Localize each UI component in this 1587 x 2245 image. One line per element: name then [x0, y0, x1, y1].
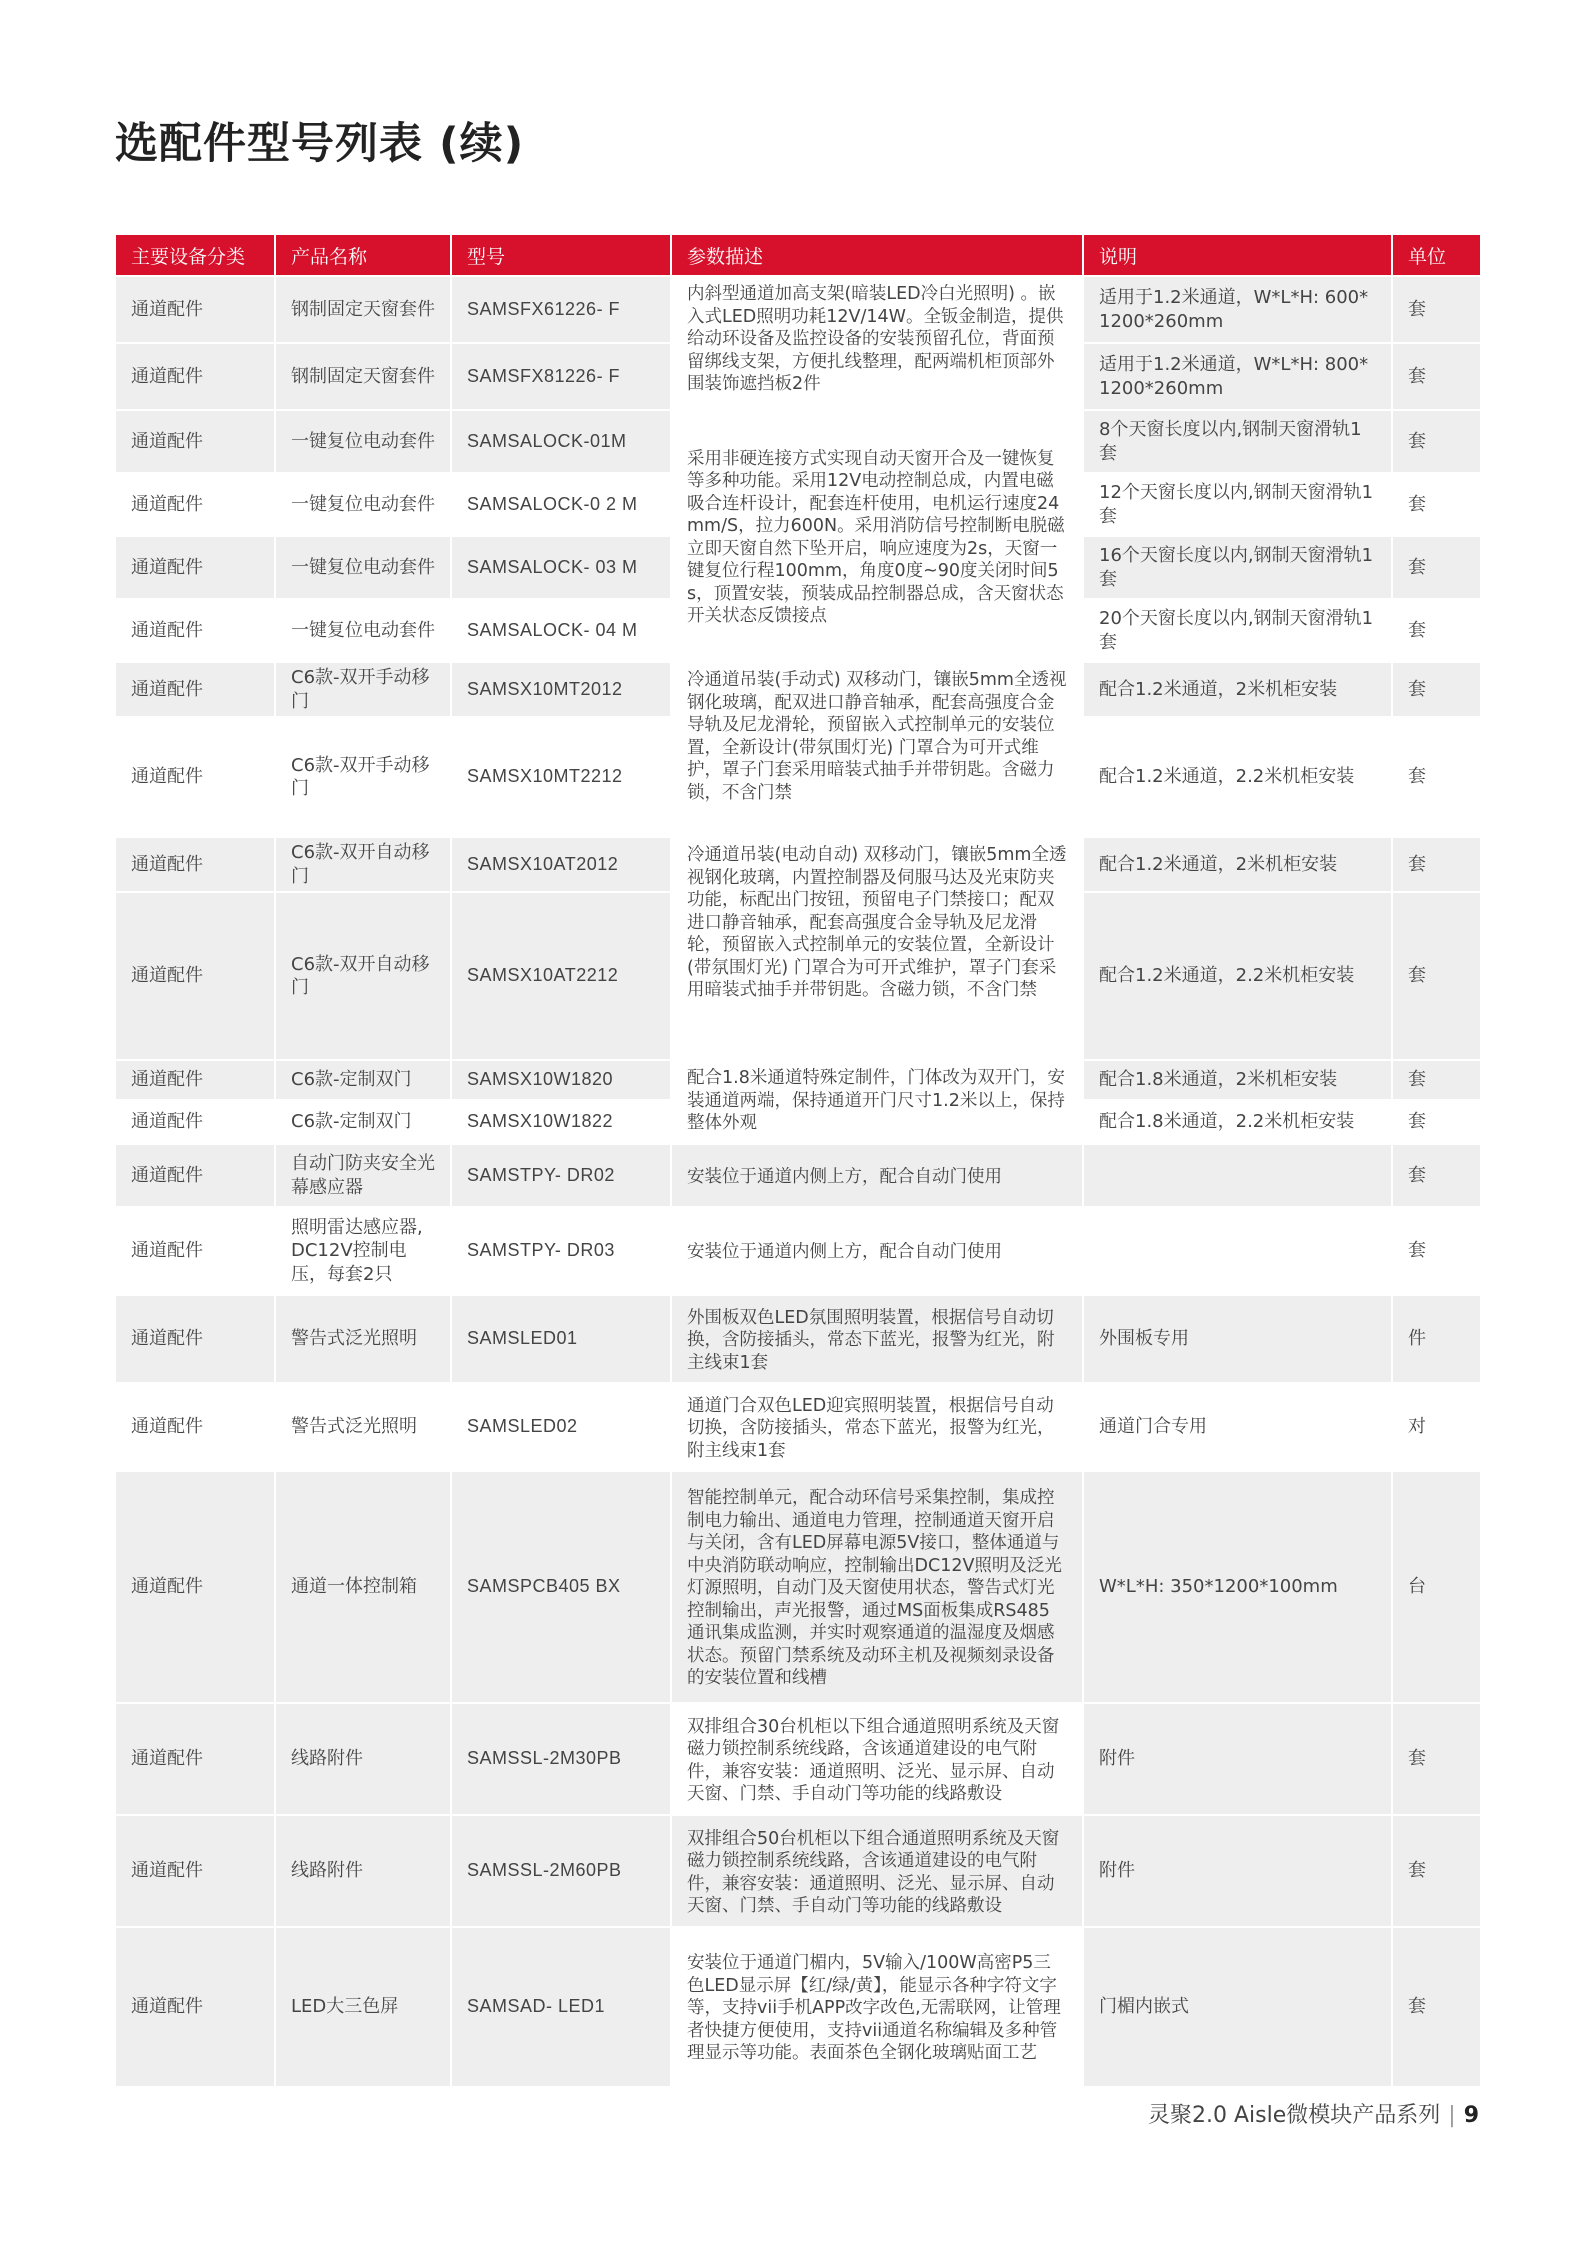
cell-model: SAMSSL-2M60PB — [451, 1815, 671, 1927]
cell-name: 一键复位电动套件 — [275, 536, 451, 599]
table-row — [115, 1703, 1481, 1815]
cell-model: SAMSX10MT2212 — [451, 717, 671, 837]
table-row — [115, 1927, 1481, 2087]
cell-unit: 套 — [1392, 473, 1481, 536]
cell-note: 20个天窗长度以内,钢制天窗滑轨1套 — [1083, 599, 1392, 662]
cell-name: 警告式泛光照明 — [275, 1383, 451, 1471]
cell-category: 通道配件 — [115, 473, 275, 536]
cell-model: SAMSALOCK- 04 M — [451, 599, 671, 662]
cell-category: 通道配件 — [115, 1144, 275, 1207]
cell-note: 16个天窗长度以内,钢制天窗滑轨1套 — [1083, 536, 1392, 599]
cell-note: 外围板专用 — [1083, 1295, 1392, 1383]
cell-name: 警告式泛光照明 — [275, 1295, 451, 1383]
cell-category: 通道配件 — [115, 1703, 275, 1815]
cell-name: 线路附件 — [275, 1815, 451, 1927]
cell-category: 通道配件 — [115, 1100, 275, 1144]
cell-name: 照明雷达感应器,DC12V控制电压，每套2只 — [275, 1207, 451, 1295]
cell-note: 适用于1.2米通道，W*L*H: 800*1200*260mm — [1083, 343, 1392, 410]
cell-model: SAMSALOCK- 03 M — [451, 536, 671, 599]
cell-unit: 套 — [1392, 662, 1481, 717]
cell-name: 一键复位电动套件 — [275, 473, 451, 536]
table-row — [115, 1471, 1481, 1703]
cell-model: SAMSTPY- DR02 — [451, 1144, 671, 1207]
cell-unit: 套 — [1392, 599, 1481, 662]
cell-desc: 冷通道吊装(手动式) 双移动门，镶嵌5mm全透视钢化玻璃，配双进口静音轴承，配套高强度合金导轨及尼龙滑轮，预留嵌入式控制单元的安装位置，全新设计(带氛围灯光) 门罩合为可开式维护，罩子门套采用暗装式抽手并带钥匙。含磁力锁，不含门禁 — [671, 662, 1083, 837]
cell-unit: 套 — [1392, 1144, 1481, 1207]
table-row — [115, 1207, 1481, 1295]
cell-desc: 安装位于通道内侧上方，配合自动门使用 — [671, 1207, 1083, 1295]
cell-model: SAMSAD- LED1 — [451, 1927, 671, 2087]
cell-category: 通道配件 — [115, 892, 275, 1060]
header-model: 型号 — [451, 234, 671, 276]
table-row — [115, 276, 1481, 343]
cell-name: C6款-定制双门 — [275, 1100, 451, 1144]
cell-desc: 双排组合30台机柜以下组合通道照明系统及天窗磁力锁控制系统线路，含该通道建设的电气附件，兼容安装：通道照明、泛光、显示屏、自动天窗、门禁、手自动门等功能的线路敷设 — [671, 1703, 1083, 1815]
cell-model: SAMSLED02 — [451, 1383, 671, 1471]
table-row — [115, 410, 1481, 473]
cell-name: C6款-双开自动移门 — [275, 892, 451, 1060]
cell-note: 附件 — [1083, 1703, 1392, 1815]
cell-model: SAMSPCB405 BX — [451, 1471, 671, 1703]
cell-name: C6款-双开手动移门 — [275, 662, 451, 717]
cell-category: 通道配件 — [115, 662, 275, 717]
page-footer — [1148, 2098, 1479, 2129]
cell-model: SAMSX10MT2012 — [451, 662, 671, 717]
cell-unit: 套 — [1392, 1060, 1481, 1100]
cell-model: SAMSX10W1820 — [451, 1060, 671, 1100]
cell-unit: 套 — [1392, 1100, 1481, 1144]
cell-desc: 通道门合双色LED迎宾照明装置，根据信号自动切换，含防接插头，常态下蓝光，报警为红光，附主线束1套 — [671, 1383, 1083, 1471]
cell-note: 门楣内嵌式 — [1083, 1927, 1392, 2087]
cell-name: C6款-定制双门 — [275, 1060, 451, 1100]
cell-name: C6款-双开自动移门 — [275, 837, 451, 892]
spec-table — [114, 233, 1482, 2088]
cell-model: SAMSX10AT2212 — [451, 892, 671, 1060]
cell-name: 线路附件 — [275, 1703, 451, 1815]
cell-name: LED大三色屏 — [275, 1927, 451, 2087]
cell-model: SAMSTPY- DR03 — [451, 1207, 671, 1295]
cell-note: 12个天窗长度以内,钢制天窗滑轨1套 — [1083, 473, 1392, 536]
cell-category: 通道配件 — [115, 1815, 275, 1927]
page-title: 选配件型号列表 (续) — [115, 119, 525, 169]
cell-category: 通道配件 — [115, 599, 275, 662]
cell-category: 通道配件 — [115, 1383, 275, 1471]
cell-name: 钢制固定天窗套件 — [275, 343, 451, 410]
header-desc: 参数描述 — [671, 234, 1083, 276]
cell-unit: 套 — [1392, 717, 1481, 837]
cell-unit: 对 — [1392, 1383, 1481, 1471]
cell-unit: 件 — [1392, 1295, 1481, 1383]
cell-name: 一键复位电动套件 — [275, 599, 451, 662]
cell-desc: 内斜型通道加高支架(暗装LED冷白光照明) 。嵌入式LED照明功耗12V/14W。全钣金制造，提供给动环设备及监控设备的安装预留孔位，背面预留绑线支架，方便扎线整理，配两端机柜顶部外围装饰遮挡板2件 — [671, 276, 1083, 410]
cell-desc: 双排组合50台机柜以下组合通道照明系统及天窗磁力锁控制系统线路，含该通道建设的电气附件，兼容安装：通道照明、泛光、显示屏、自动天窗、门禁、手自动门等功能的线路敷设 — [671, 1815, 1083, 1927]
table-row — [115, 1815, 1481, 1927]
table-header-row — [115, 234, 1481, 276]
cell-unit: 套 — [1392, 837, 1481, 892]
cell-note: 适用于1.2米通道，W*L*H: 600*1200*260mm — [1083, 276, 1392, 343]
cell-model: SAMSFX81226- F — [451, 343, 671, 410]
cell-name: 通道一体控制箱 — [275, 1471, 451, 1703]
table-row — [115, 1144, 1481, 1207]
footer-separator: | — [1448, 2103, 1456, 2128]
cell-name: 一键复位电动套件 — [275, 410, 451, 473]
cell-name: 自动门防夹安全光幕感应器 — [275, 1144, 451, 1207]
cell-unit: 套 — [1392, 536, 1481, 599]
table-row — [115, 1060, 1481, 1100]
cell-model: SAMSALOCK-0 2 M — [451, 473, 671, 536]
header-name: 产品名称 — [275, 234, 451, 276]
cell-note: 附件 — [1083, 1815, 1392, 1927]
cell-category: 通道配件 — [115, 410, 275, 473]
cell-note: 通道门合专用 — [1083, 1383, 1392, 1471]
table-row — [115, 1295, 1481, 1383]
table-row — [115, 837, 1481, 892]
cell-unit: 套 — [1392, 343, 1481, 410]
table-row — [115, 1383, 1481, 1471]
cell-unit: 套 — [1392, 276, 1481, 343]
header-category: 主要设备分类 — [115, 234, 275, 276]
cell-note: 配合1.8米通道，2.2米机柜安装 — [1083, 1100, 1392, 1144]
cell-desc: 外围板双色LED氛围照明装置，根据信号自动切换，含防接插头，常态下蓝光，报警为红光，附主线束1套 — [671, 1295, 1083, 1383]
cell-unit: 套 — [1392, 1703, 1481, 1815]
header-unit: 单位 — [1392, 234, 1481, 276]
cell-category: 通道配件 — [115, 276, 275, 343]
cell-category: 通道配件 — [115, 1471, 275, 1703]
cell-desc: 安装位于通道门楣内，5V输入/100W高密P5三色LED显示屏【红/绿/黄】，能显示各种字符文字等，支持vii手机APP改字改色,无需联网，让管理者快捷方便使用，支持vii通道名称编辑及多种管理显示等功能。表面茶色全钢化玻璃贴面工艺 — [671, 1927, 1083, 2087]
cell-unit: 台 — [1392, 1471, 1481, 1703]
cell-model: SAMSALOCK-01M — [451, 410, 671, 473]
cell-unit: 套 — [1392, 1207, 1481, 1295]
footer-series: 灵聚2.0 Aisle微模块产品系列 — [1148, 2103, 1441, 2128]
cell-note: 配合1.2米通道，2米机柜安装 — [1083, 837, 1392, 892]
cell-category: 通道配件 — [115, 1295, 275, 1383]
page-number: 9 — [1463, 2103, 1479, 2128]
cell-note — [1083, 1144, 1392, 1207]
cell-note — [1083, 1207, 1392, 1295]
cell-desc: 智能控制单元，配合动环信号采集控制，集成控制电力输出、通道电力管理，控制通道天窗开启与关闭，含有LED屏幕电源5V接口，整体通道与中央消防联动响应，控制输出DC12V照明及泛光灯源照明，自动门及天窗使用状态，警告式灯光控制输出，声光报警，通过MS面板集成RS485通讯集成监测，并实时观察通道的温湿度及烟感状态。预留门禁系统及动环主机及视频刻录设备的安装位置和线槽 — [671, 1471, 1083, 1703]
cell-unit: 套 — [1392, 410, 1481, 473]
cell-unit: 套 — [1392, 892, 1481, 1060]
cell-category: 通道配件 — [115, 1927, 275, 2087]
cell-desc: 配合1.8米通道特殊定制件，门体改为双开门，安装通道两端，保持通道开门尺寸1.2米以上，保持整体外观 — [671, 1060, 1083, 1144]
cell-note: 配合1.2米通道，2.2米机柜安装 — [1083, 892, 1392, 1060]
cell-model: SAMSSL-2M30PB — [451, 1703, 671, 1815]
cell-category: 通道配件 — [115, 1060, 275, 1100]
cell-note: 8个天窗长度以内,钢制天窗滑轨1套 — [1083, 410, 1392, 473]
cell-category: 通道配件 — [115, 837, 275, 892]
cell-desc: 安装位于通道内侧上方，配合自动门使用 — [671, 1144, 1083, 1207]
cell-model: SAMSX10W1822 — [451, 1100, 671, 1144]
cell-note: 配合1.2米通道，2.2米机柜安装 — [1083, 717, 1392, 837]
cell-desc: 采用非硬连接方式实现自动天窗开合及一键恢复等多种功能。采用12V电动控制总成，内置电磁吸合连杆设计，配套连杆使用，电机运行速度24mm/S，拉力600N。采用消防信号控制断电脱磁立即天窗自然下坠开启，响应速度为2s，天窗一键复位行程100mm，角度0度~90度关闭时间5s，顶置安装，预装成品控制器总成，含天窗状态开关状态反馈接点 — [671, 410, 1083, 662]
cell-name: C6款-双开手动移门 — [275, 717, 451, 837]
cell-note: 配合1.2米通道，2米机柜安装 — [1083, 662, 1392, 717]
cell-desc: 冷通道吊装(电动自动) 双移动门，镶嵌5mm全透视钢化玻璃，内置控制器及伺服马达及光束防夹功能，标配出门按钮，预留电子门禁接口；配双进口静音轴承，配套高强度合金导轨及尼龙滑轮，预留嵌入式控制单元的安装位置，全新设计(带氛围灯光) 门罩合为可开式维护，罩子门套采用暗装式抽手并带钥匙。含磁力锁，不含门禁 — [671, 837, 1083, 1060]
cell-note: W*L*H: 350*1200*100mm — [1083, 1471, 1392, 1703]
cell-model: SAMSLED01 — [451, 1295, 671, 1383]
cell-category: 通道配件 — [115, 536, 275, 599]
cell-model: SAMSX10AT2012 — [451, 837, 671, 892]
cell-category: 通道配件 — [115, 1207, 275, 1295]
cell-category: 通道配件 — [115, 717, 275, 837]
cell-unit: 套 — [1392, 1815, 1481, 1927]
cell-model: SAMSFX61226- F — [451, 276, 671, 343]
cell-category: 通道配件 — [115, 343, 275, 410]
cell-name: 钢制固定天窗套件 — [275, 276, 451, 343]
header-note: 说明 — [1083, 234, 1392, 276]
table-row — [115, 662, 1481, 717]
cell-note: 配合1.8米通道，2米机柜安装 — [1083, 1060, 1392, 1100]
cell-unit: 套 — [1392, 1927, 1481, 2087]
